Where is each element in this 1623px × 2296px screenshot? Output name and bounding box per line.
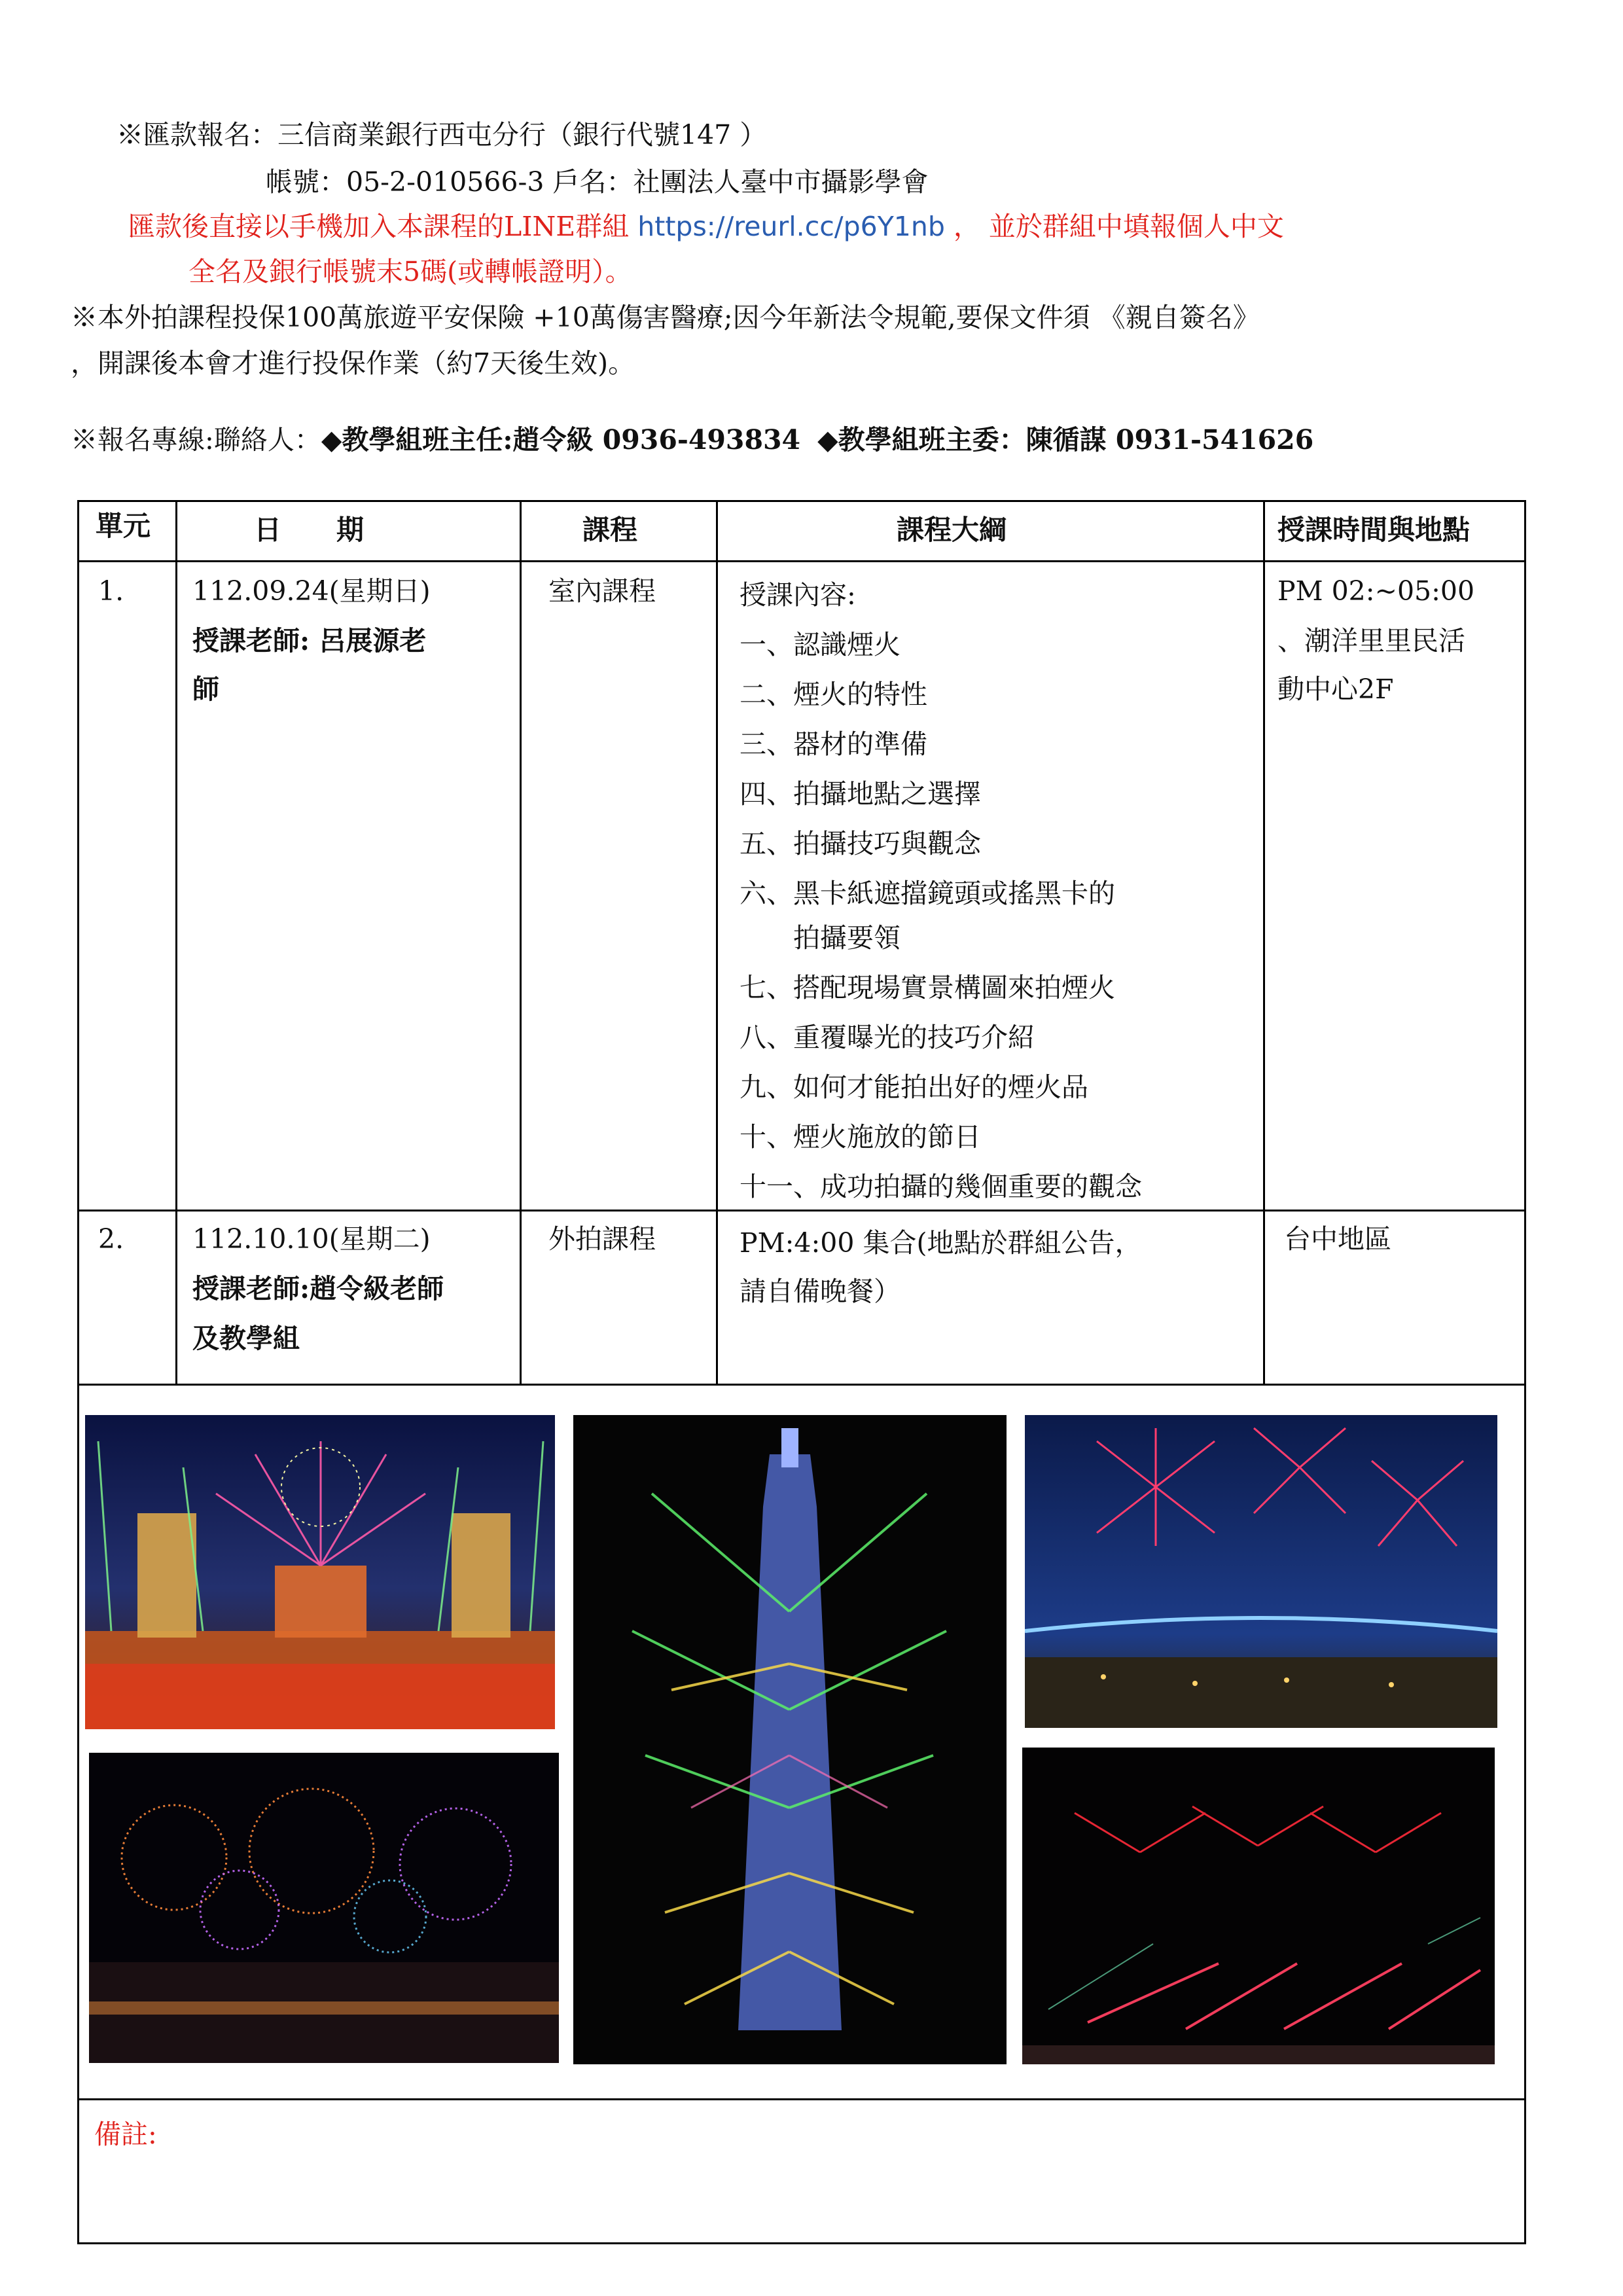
fireworks-photo-harbor [89, 1753, 559, 2063]
outline-item: 七、搭配現場實景構圖來拍煙火 [740, 972, 1115, 1003]
row2-course: 外拍課程 [548, 1223, 656, 1255]
fireworks-photo-taipei-101 [573, 1415, 1007, 2064]
header-outline: 課程大綱 [897, 514, 1007, 546]
header-unit: 單元 [96, 510, 151, 542]
outline-item: 十一、成功拍攝的幾個重要的觀念 [740, 1171, 1142, 1202]
remit-line-2: 帳號：05-2-010566-3 戶名：社團法人臺中市攝影學會 [266, 166, 929, 198]
row2-date: 112.10.10(星期二) [192, 1223, 431, 1255]
contact-line [71, 422, 1313, 458]
outline-item: 拍攝要領 [740, 922, 901, 954]
remit-line-3 [128, 208, 1284, 245]
contact-person-2: ◆教學組班主委：陳循謀 0931-541626 [817, 424, 1314, 456]
line-group-link[interactable]: https://reurl.cc/p6Y1nb [637, 211, 945, 242]
header-date: 日 期 [254, 514, 365, 546]
outline-item: 六、黑卡紙遮擋鏡頭或搖黑卡的 [740, 878, 1115, 909]
outline-item: 九、如何才能拍出好的煙火品 [740, 1071, 1088, 1103]
row2-place: 台中地區 [1284, 1223, 1391, 1255]
insurance-line-2: ，開課後本會才進行投保作業（約7天後生效)。 [71, 348, 635, 379]
row1-teacher-line-2: 師 [192, 673, 219, 705]
row1-date: 112.09.24(星期日) [192, 575, 431, 607]
row1-course: 室內課程 [548, 575, 656, 607]
remit-line-1: ※匯款報名：三信商業銀行西屯分行（銀行代號147 ） [116, 119, 767, 151]
outline-item: 五、拍攝技巧與觀念 [740, 828, 981, 859]
fireworks-photo-red-burst [1022, 1748, 1495, 2064]
row1-unit: 1. [98, 575, 124, 607]
row1-place-line-2: 動中心2F [1277, 673, 1394, 705]
header-time-place: 授課時間與地點 [1277, 514, 1471, 546]
row2-unit: 2. [98, 1223, 124, 1255]
outline-item: 四、拍攝地點之選擇 [740, 778, 981, 810]
contact-prefix: ※報名專線:聯絡人： [71, 424, 321, 456]
remit-line-3-pre: 匯款後直接以手機加入本課程的LINE群組 [128, 211, 630, 242]
outline-item: 二、煙火的特性 [740, 679, 927, 710]
outline-item: 十、煙火施放的節日 [740, 1121, 981, 1153]
row1-place-line-1: 、潮洋里里民活 [1277, 625, 1465, 656]
row2-outline-line-2: 請自備晚餐） [740, 1276, 901, 1307]
insurance-line-1: ※本外拍課程投保100萬旅遊平安保險 +10萬傷害醫療;因今年新法令規範,要保文件須 《親自簽名》 [71, 302, 1260, 333]
fireworks-photo-temple [85, 1415, 555, 1729]
row2-teacher-line-2: 及教學組 [192, 1323, 300, 1354]
remit-line-3-post: ， 並於群組中填報個人中文 [953, 211, 1284, 242]
row2-teacher-line-1: 授課老師:趙令級老師 [192, 1273, 444, 1304]
row1-teacher-line-1: 授課老師: 呂展源老 [192, 625, 427, 656]
outline-item: 八、重覆曝光的技巧介紹 [740, 1022, 1035, 1053]
header-course: 課程 [582, 514, 638, 546]
outline-item: 三、器材的準備 [740, 728, 927, 760]
remarks-label: 備註: [94, 2119, 157, 2150]
row2-outline-line-1: PM:4:00 集合(地點於群組公告， [740, 1227, 1142, 1259]
contact-person-1: ◆教學組班主任:趙令級 0936-493834 [321, 424, 801, 456]
row1-time: PM 02:~05:00 [1277, 575, 1475, 607]
outline-item: 授課內容: [740, 579, 856, 611]
outline-item: 一、認識煙火 [740, 629, 901, 660]
fireworks-photo-bridge [1025, 1415, 1497, 1728]
remit-line-4: 全名及銀行帳號末5碼(或轉帳證明）。 [188, 256, 632, 287]
